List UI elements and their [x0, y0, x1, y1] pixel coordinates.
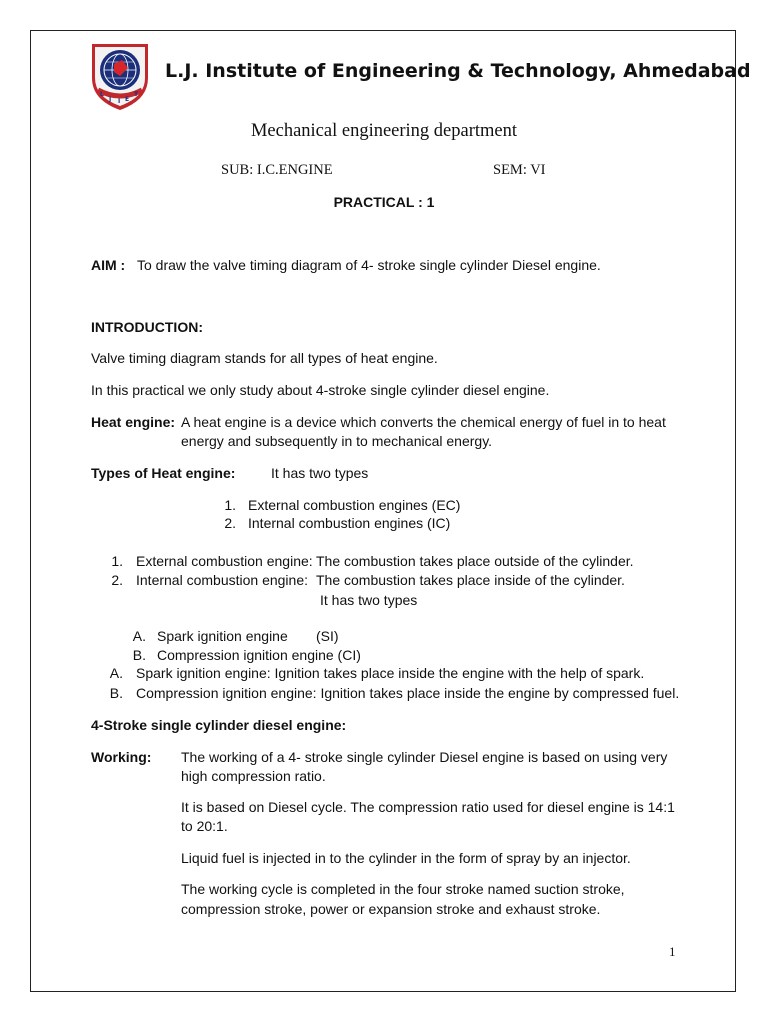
institute-name: L.J. Institute of Engineering & Technology, Ahmedabad: [165, 60, 751, 82]
working-paragraph-2: It is based on Diesel cycle. The compression ratio used for diesel engine is 14:1: [181, 799, 675, 815]
svg-text:J: J: [109, 96, 112, 103]
list-item-marker: B.: [109, 685, 123, 701]
intro-paragraph-2: In this practical we only study about 4-stroke single cylinder diesel engine.: [91, 382, 550, 398]
list-item: Compression ignition engine: Ignition takes place inside the engine by compressed fuel.: [136, 685, 680, 701]
department-name: Mechanical engineering department: [250, 121, 518, 141]
practical-title: PRACTICAL : 1: [333, 194, 435, 210]
working-paragraph-3: Liquid fuel is injected in to the cylinder in the form of spray by an injector.: [181, 850, 631, 866]
types-heading: Types of Heat engine:: [91, 465, 236, 481]
aim-label: AIM :: [91, 257, 126, 273]
working-paragraph-1: high compression ratio.: [181, 768, 326, 784]
list-item-marker: A.: [132, 628, 146, 644]
heat-engine-line-2: energy and subsequently in to mechanical energy.: [181, 433, 493, 449]
working-label: Working:: [91, 749, 152, 765]
diesel-heading: 4-Stroke single cylinder diesel engine:: [91, 717, 347, 733]
list-item-marker: B.: [132, 647, 146, 663]
svg-text:E: E: [125, 96, 130, 103]
list-item: Spark ignition engine: Ignition takes place inside the engine with the help of spark.: [136, 665, 645, 681]
semester-label: SEM: VI: [493, 162, 546, 178]
definition-label: Internal combustion engine:: [136, 572, 308, 588]
intro-paragraph-1: Valve timing diagram stands for all types of heat engine.: [91, 350, 438, 366]
list-item-marker: 2.: [111, 572, 123, 588]
working-paragraph-1: The working of a 4- stroke single cylinder Diesel engine is based on using very: [181, 749, 668, 765]
heat-engine-line-1: A heat engine is a device which converts the chemical energy of fuel in to heat: [181, 414, 666, 430]
list-item-marker: 1.: [224, 497, 236, 513]
college-logo-icon: [84, 38, 156, 112]
definition-text: The combustion takes place inside of the cylinder.: [316, 572, 625, 588]
definition-label: External combustion engine:: [136, 553, 313, 569]
working-paragraph-4: The working cycle is completed in the four stroke named suction stroke,: [181, 881, 625, 897]
list-item: Internal combustion engines (IC): [248, 515, 451, 531]
types-text: It has two types: [271, 465, 369, 481]
list-item-marker: 1.: [111, 553, 123, 569]
definition-text: The combustion takes place outside of the cylinder.: [316, 553, 634, 569]
svg-text:I: I: [118, 98, 121, 105]
list-item: External combustion engines (EC): [248, 497, 461, 513]
heat-engine-label: Heat engine:: [91, 414, 176, 430]
working-paragraph-2: to 20:1.: [181, 818, 228, 834]
svg-text:T: T: [134, 91, 139, 98]
working-paragraph-4: compression stroke, power or expansion stroke and exhaust stroke.: [181, 901, 601, 917]
ic-types-text: It has two types: [320, 592, 418, 608]
list-item-marker: 2.: [224, 515, 236, 531]
aim-text: To draw the valve timing diagram of 4- stroke single cylinder Diesel engine.: [137, 257, 601, 273]
list-item-marker: A.: [109, 665, 123, 681]
page-number: 1: [669, 944, 676, 959]
introduction-heading: INTRODUCTION:: [91, 319, 203, 335]
list-item-abbr: (SI): [316, 628, 339, 644]
subject-label: SUB: I.C.ENGINE: [221, 162, 333, 178]
list-item: Compression ignition engine (CI): [157, 647, 361, 663]
svg-text:L: L: [100, 91, 104, 98]
list-item: Spark ignition engine: [157, 628, 288, 644]
